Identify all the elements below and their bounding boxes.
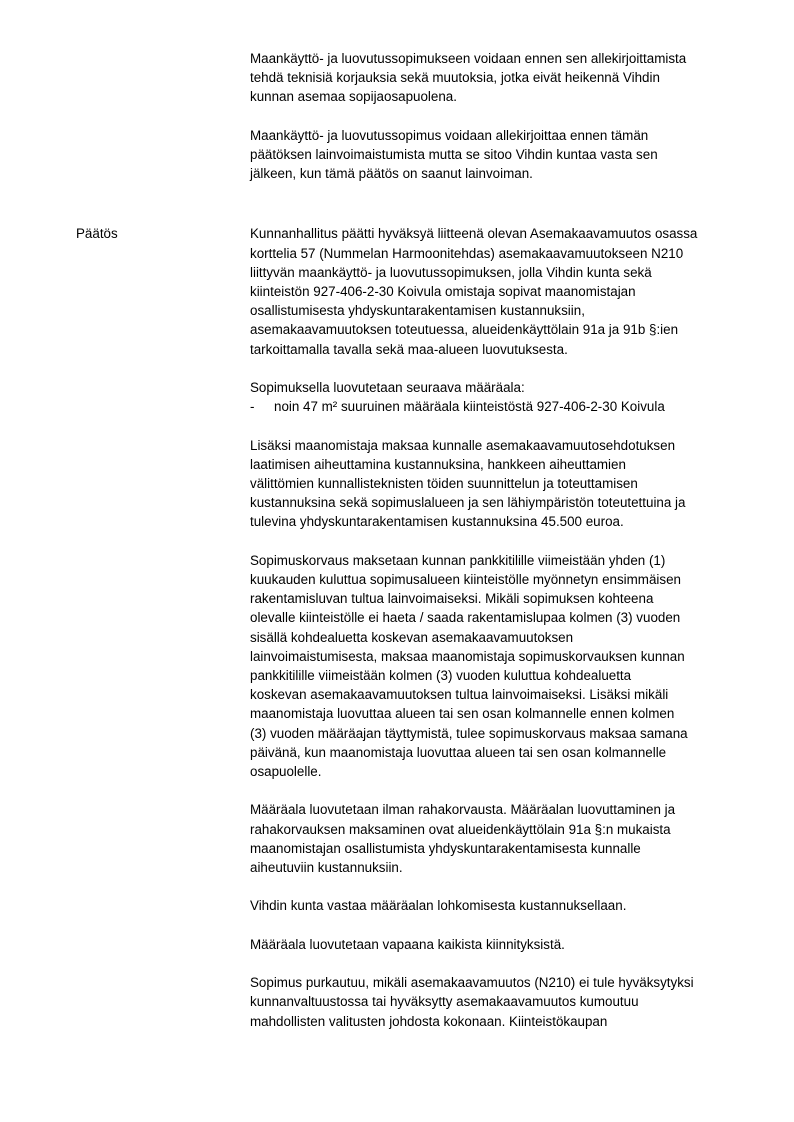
text-line: kunnanvaltuustossa tai hyväksytty asemakaavamuutos kumoutuu: [250, 994, 639, 1010]
text-line: aiheutuviin kustannuksiin.: [250, 860, 403, 876]
text-line: Määräala luovutetaan vapaana kaikista kiinnityksistä.: [250, 936, 565, 952]
text-line: rakentamisluvan tultua lainvoimaiseksi. Mikäli sopimuksen kohteena: [250, 591, 654, 607]
text-line: sisällä kohdealuetta koskevan asemakaavamuutoksen: [250, 629, 574, 645]
paragraph-no-monetary-compensation: [250, 800, 750, 877]
paragraph-spacer: [250, 107, 750, 126]
text-line: korttelia 57 (Nummelan Harmoonitehdas) asemakaavamuutokseen N210: [250, 245, 684, 261]
list-item: [250, 397, 750, 416]
paragraph-technical-corrections: [250, 49, 750, 107]
text-line: Sopimuksella luovutetaan seuraava määräala:: [250, 380, 525, 396]
dash-bullet: -: [250, 399, 255, 415]
paragraph-free-of-mortgages: [250, 935, 750, 954]
text-line: välittömien kunnallisteknisten töiden suunnittelun ja toteuttamisen: [250, 476, 638, 492]
text-line: kiinteistön 927-406-2-30 Koivula omistaja sopivat maanomistajan: [250, 284, 636, 300]
text-line: laatimisen aiheuttamina kustannuksina, hankkeen aiheuttamien: [250, 456, 626, 472]
document-body: [250, 49, 750, 1031]
text-line: lainvoimaistumisesta, maksaa maanomistaja sopimuskorvauksen kunnan: [250, 648, 685, 664]
paragraph-spacer: [250, 916, 750, 935]
paragraph-costs: [250, 436, 750, 532]
text-line: olevalle kiinteistölle ei haeta / saada rakentamislupaa kolmen (3) vuoden: [250, 610, 681, 626]
paragraph-decision: [250, 224, 750, 358]
text-line: Maankäyttö- ja luovutussopimukseen voidaan ennen sen allekirjoittamista: [250, 51, 687, 66]
text-line: maanomistajan osallistumista yhdyskuntarakentamisesta kunnalle: [250, 840, 641, 856]
text-line: tehdä teknisiä korjauksia sekä muutoksia, jotka eivät heikennä Vihdin: [250, 70, 660, 86]
text-line: Maankäyttö- ja luovutussopimus voidaan allekirjoittaa ennen tämän: [250, 127, 649, 143]
text-line: asemakaavamuutoksen toteutuessa, alueidenkäyttölain 91a ja 91b §:ien: [250, 322, 679, 338]
section-spacer: [250, 183, 750, 224]
text-line: kunnan asemaa sopijaosapuolena.: [250, 89, 457, 105]
text-line: Vihdin kunta vastaa määräalan lohkomisesta kustannuksellaan.: [250, 898, 627, 914]
paragraph-spacer: [250, 954, 750, 973]
text-line: Lisäksi maanomistaja maksaa kunnalle asemakaavamuutosehdotuksen: [250, 437, 676, 453]
paragraph-conveyance: [250, 378, 750, 416]
text-line: tarkoittamalla tavalla sekä maa-alueen luovutuksesta.: [250, 341, 568, 357]
text-line: tulevina yhdyskuntarakentamisen kustannuksina 45.500 euroa.: [250, 514, 624, 530]
text-line: päätöksen lainvoimaistumista mutta se sitoo Vihdin kuntaa vasta sen: [250, 147, 658, 162]
paragraph-spacer: [250, 781, 750, 800]
text-line: Sopimuskorvaus maksetaan kunnan pankkitilille viimeistään yhden (1): [250, 552, 666, 568]
text-line: maanomistaja luovuttaa alueen tai sen osan kolmannelle ennen kolmen: [250, 706, 675, 722]
paragraph-signing: [250, 126, 750, 184]
text-line: rahakorvauksen maksaminen ovat alueidenkäyttölain 91a §:n mukaista: [250, 821, 671, 837]
paragraph-spacer: [250, 532, 750, 551]
text-line: päivänä, kun maanomistaja luovuttaa alueen tai sen osan kolmannelle: [250, 744, 667, 760]
paragraph-payment-terms: [250, 551, 750, 781]
paragraph-parcelling: [250, 896, 750, 915]
paragraph-spacer: [250, 416, 750, 435]
text-line: koskevan asemakaavamuutoksen tultua lainvoimaiseksi. Lisäksi mikäli: [250, 687, 669, 703]
paragraph-spacer: [250, 877, 750, 896]
paragraph-spacer: [250, 359, 750, 378]
text-line: kustannuksina sekä sopimuslalueen ja sen lähiympäristön toteutettuina ja: [250, 495, 686, 511]
text-line: kuukauden kuluttua sopimusalueen kiinteistölle myönnetyn ensimmäisen: [250, 572, 681, 588]
text-line: jälkeen, kun tämä päätös on saanut lainvoiman.: [250, 166, 533, 182]
list-item-text: noin 47 m² suuruinen määräala kiinteistöstä 927-406-2-30 Koivula: [274, 399, 665, 415]
text-line: pankkitilille viimeistään kolmen (3) vuoden kuluttua kohdealuetta: [250, 668, 632, 684]
section-label-decision: Päätös: [76, 226, 118, 241]
text-line: Kunnanhallitus päätti hyväksyä liitteenä olevan Asemakaavamuutos osassa: [250, 226, 698, 242]
text-line: liittyvän maankäyttö- ja luovutussopimuksen, jolla Vihdin kunta sekä: [250, 264, 652, 280]
text-line: Sopimus purkautuu, mikäli asemakaavamuutos (N210) ei tule hyväksytyksi: [250, 975, 694, 991]
text-line: osapuolelle.: [250, 764, 322, 780]
text-line: Määräala luovutetaan ilman rahakorvausta. Määräalan luovuttaminen ja: [250, 802, 676, 818]
text-line: mahdollisten valitusten johdosta kokonaan. Kiinteistökaupan: [250, 1013, 608, 1029]
paragraph-termination: [250, 973, 750, 1031]
text-line: osallistumisesta yhdyskuntarakentamisen kustannuksiin,: [250, 303, 585, 319]
text-line: (3) vuoden määräajan täyttymistä, tulee sopimuskorvaus maksaa samana: [250, 725, 688, 741]
